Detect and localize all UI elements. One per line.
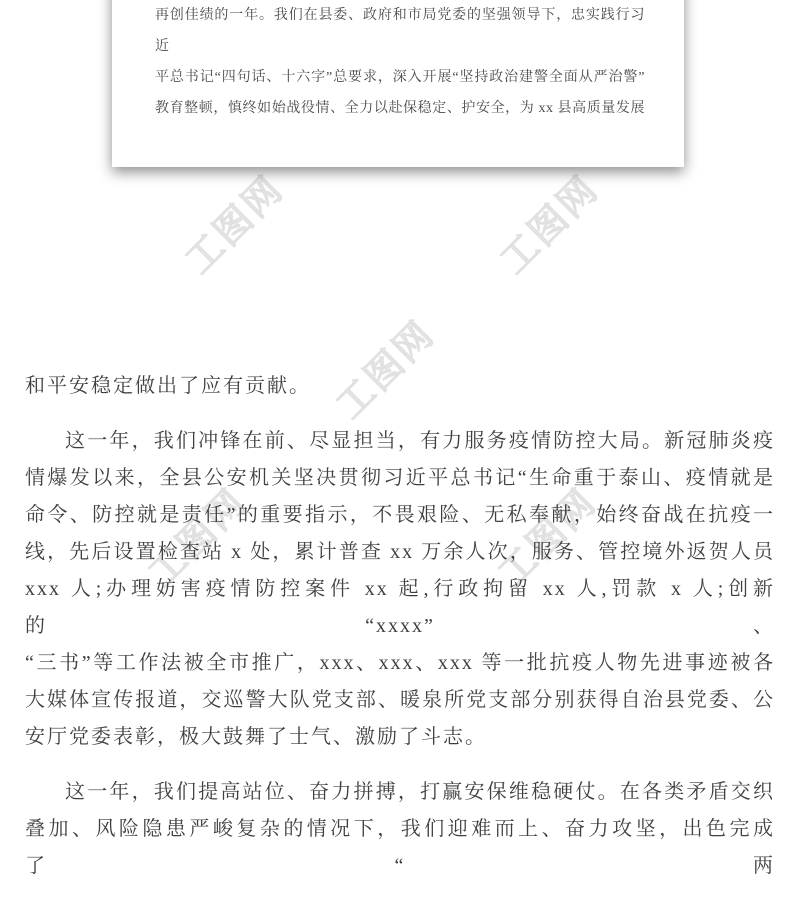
document-body bbox=[25, 368, 775, 903]
gongtuwang-watermark: 工图网 bbox=[141, 481, 256, 596]
paragraph-1 bbox=[25, 368, 775, 405]
gongtuwang-watermark: 工图网 bbox=[491, 481, 606, 596]
text-line: xxx 人;办理妨害疫情防控案件 xx 起,行政拘留 xx 人,罚款 x 人;创新的“xxxx”、 bbox=[25, 578, 775, 637]
gongtuwang-watermark: 工图网 bbox=[329, 313, 444, 428]
paragraph-2 bbox=[25, 423, 775, 756]
document-page-card bbox=[112, 0, 684, 167]
page-card-text bbox=[155, 0, 645, 124]
text-line: 叠加、风险隐患严峻复杂的情况下，我们迎难而上、奋力攻坚，出色完成了“两 bbox=[25, 818, 775, 877]
text-line: 安厅党委表彰，极大鼓舞了士气、激励了斗志。 bbox=[25, 726, 487, 748]
text-line: 大媒体宣传报道，交巡警大队党支部、暖泉所党支部分别获得自治县党委、公 bbox=[25, 689, 775, 711]
gongtuwang-watermark: 工图网 bbox=[493, 168, 608, 283]
text-line: 情爆发以来，全县公安机关坚决贯彻习近平总书记“生命重于泰山、疫情就是 bbox=[25, 467, 775, 489]
text-line: “三书”等工作法被全市推广，xxx、xxx、xxx 等一批抗疫人物先进事迹被各 bbox=[25, 652, 775, 674]
paragraph-3 bbox=[25, 774, 775, 885]
text-line: 这一年，我们提高站位、奋力拼搏，打赢安保维稳硬仗。在各类矛盾交织 bbox=[65, 781, 775, 803]
gongtuwang-watermark: 工图网 bbox=[178, 168, 293, 283]
text-line: 线，先后设置检查站 x 处，累计普查 xx 万余人次，服务、管控境外返贺人员 bbox=[25, 541, 775, 563]
text-line: 教育整顿，慎终如始战役情、全力以赴保稳定、护安全，为 xx 县高质量发展 bbox=[155, 101, 645, 116]
text-line: 平总书记“四句话、十六字”总要求，深入开展“坚持政治建警全面从严治警” bbox=[155, 70, 645, 85]
text-line: 命令、防控就是责任”的重要指示，不畏艰险、无私奉献，始终奋战在抗疫一 bbox=[25, 504, 775, 526]
text-line: 这一年，我们冲锋在前、尽显担当，有力服务疫情防控大局。新冠肺炎疫 bbox=[65, 430, 775, 452]
text-line: 和平安稳定做出了应有贡献。 bbox=[25, 375, 311, 397]
text-line: 再创佳绩的一年。我们在县委、政府和市局党委的坚强领导下，忠实践行习近 bbox=[155, 8, 645, 54]
